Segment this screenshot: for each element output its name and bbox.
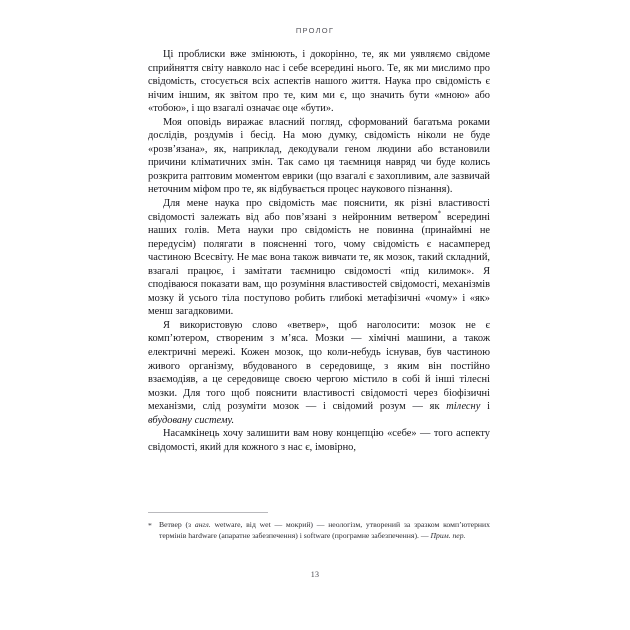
paragraph-1: [148, 48, 490, 116]
footnote-text: [148, 520, 490, 541]
paragraph-3-text-before-footnote-ref: Для мене наука про свідомість має пояснити, як різні властивості свідомості залежать від або пов’язані з нейронним ветвером: [148, 198, 490, 223]
paragraph-3: [148, 197, 490, 319]
footnote-reference-marker[interactable]: *: [437, 209, 442, 218]
paragraph-3-text-after-footnote-ref: всередині наших голів. Мета науки про свідомість не повинна (принаймні не передусім) полягати в поясненні того, чому свідомість є насамперед частиною Всесвіту. Не має вона також вивчати те, як мозок, такий складний, взагалі працює, і замітати таємницю свідомості «під килимок». Я сподіваюся показати вам, що розуміння властивостей свідомості, механізмів мозку й усього тіла поступово робить глибокі метафізичні «чому» і «як» менш загадковими.: [148, 211, 491, 318]
footnote-segment-2-italic: англ.: [194, 520, 211, 529]
paragraph-4-emphasis-end: вбудовану систему.: [148, 414, 235, 426]
footnote-segment-3: wetware, від wet — мокрий) — неологізм, утворений за зразком комп’ютерних термінів hardware (апаратне забезпечення) і software (програмне забезпечення). —: [159, 520, 490, 540]
paragraph-2: [148, 116, 490, 197]
body-text-block: [148, 48, 490, 454]
paragraph-4: [148, 319, 490, 427]
footnote-area: [148, 512, 490, 541]
footnote-separator-rule: [148, 512, 268, 513]
paragraph-5: [148, 427, 490, 454]
page-number: 13: [310, 570, 320, 579]
footnote-segment-4-italic: Прим. пер.: [430, 530, 466, 540]
footnote-marker: *: [148, 520, 152, 530]
paragraph-5-text: Насамкінець хочу залишити вам нову концепцію «себе» — того аспекту свідомості, який для кожного з нас є, імовірно,: [148, 428, 490, 453]
paragraph-1-text: Ці проблиски вже змінюють, і докорінно, те, як ми уявляємо свідоме сприйняття світу навколо нас і себе всередині нього. Те, як ми мислимо про свідомість, стосується всіх аспектів нашого життя. Наука про свідомість є нічим іншим, як звітом про те, ким ми є, що значить бути «мною» або «тобою», і що взагалі означає оце «бути».: [148, 49, 490, 115]
paragraph-4-conjunction: і: [480, 401, 490, 413]
paragraph-4-emphasis-lead: тілесну: [446, 401, 481, 413]
running-head: ПРОЛОГ: [295, 26, 335, 35]
paragraph-4-text: Я використовую слово «ветвер», щоб наголосити: мозок не є комп’ютером, створеним з м’яса. Мозки — хімічні машини, а також електричні мережі. Кожен мозок, що коли-небудь існував, був частиною живого організму, вбудованого в середовище, з яким він постійно взаємодіяв, а це середовище своєю чергою містило в собі й інші тілесні мозки. Для того щоб пояснити властивості свідомості через біофізичні механізми, слід розуміти мозок — і свідомий розум — як: [148, 319, 490, 413]
footnote-segment-1: Ветвер (з: [159, 520, 195, 529]
paragraph-2-text: Моя оповідь виражає власний погляд, сформований багатьма роками дослідів, роздумів і бесід. На мою думку, свідомість ніколи не буде «розв’язана», як, наприклад, декодували геном людини або встановили причини кліматичних змін. Так само ця таємниця навряд чи буде колись розкрита раптовим моментом еврики (що взагалі є захопливим, але зазвичай неточним міфом про те, як відбувається процес наукового пізнання).: [148, 116, 490, 196]
